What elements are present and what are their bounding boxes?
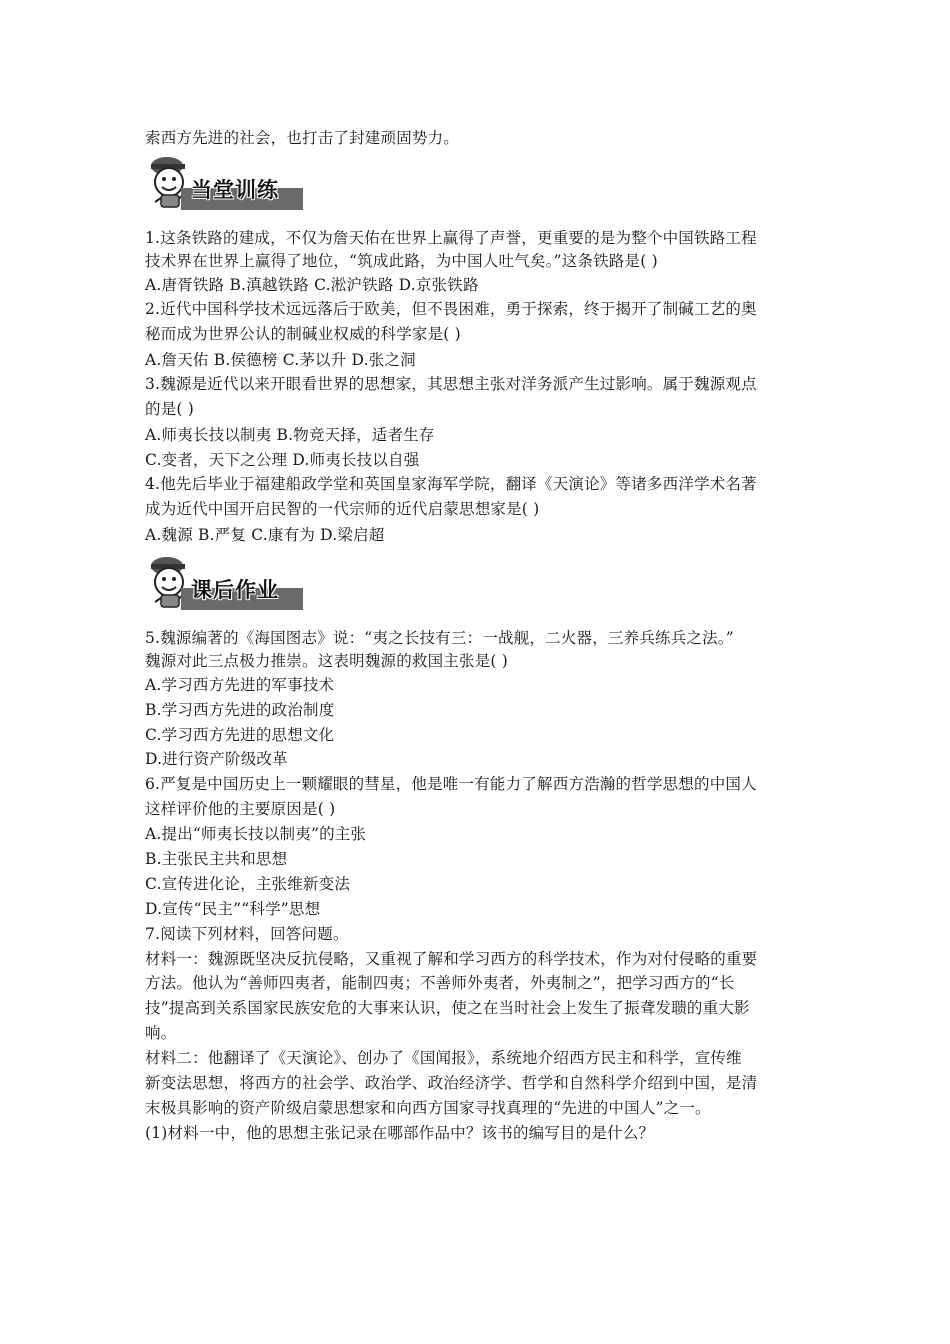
- question-line: 技术界在世界上赢得了地位，“筑成此路，为中国人吐气矣。”这条铁路是( ): [145, 252, 658, 270]
- section-title-practice: 当堂训练: [191, 178, 279, 202]
- question-line: 魏源对此三点极力推崇。这表明魏源的救国主张是( ): [145, 652, 509, 670]
- answer-option: D.进行资产阶级改革: [145, 750, 288, 768]
- question-line: 7.阅读下列材料，回答问题。: [145, 925, 349, 943]
- question-line: 1.这条铁路的建成，不仅为詹天佑在世界上赢得了声誉，更重要的是为整个中国铁路工程: [145, 229, 757, 247]
- material-line: 末极具影响的资产阶级启蒙思想家和向西方国家寻找真理的“先进的中国人”之一。: [145, 1099, 711, 1117]
- question-line: 3.魏源是近代以来开眼看世界的思想家，其思想主张对洋务派产生过影响。属于魏源观点: [145, 375, 757, 393]
- answer-option: D.宣传“民主”“科学”思想: [145, 900, 321, 918]
- answer-option: C.宣传进化论，主张维新变法: [145, 875, 351, 893]
- material-line: 响。: [145, 1024, 177, 1042]
- section-banner-practice: [145, 152, 305, 212]
- answer-option: A.学习西方先进的军事技术: [145, 676, 335, 694]
- question-line: 成为近代中国开启民智的一代宗师的近代启蒙思想家是( ): [145, 500, 540, 518]
- answer-options: A.师夷长技以制夷 B.物竞天择，适者生存: [145, 426, 435, 444]
- answer-option: A.提出“师夷长技以制夷”的主张: [145, 825, 367, 843]
- question-line: 4.他先后毕业于福建船政学堂和英国皇家海军学院，翻译《天演论》等诸多西洋学术名著: [145, 475, 757, 493]
- material-line: 方法。他认为“善师四夷者，能制四夷；不善师外夷者，外夷制之”，把学习西方的“长: [145, 974, 735, 992]
- section-banner-homework: [145, 552, 305, 612]
- section-title-homework: 课后作业: [191, 578, 279, 602]
- answer-option: C.学习西方先进的思想文化: [145, 726, 335, 744]
- answer-option: B.主张民主共和思想: [145, 850, 288, 868]
- sub-question-line: (1)材料一中，他的思想主张记录在哪部作品中？该书的编写目的是什么？: [145, 1124, 655, 1142]
- answer-option: B.学习西方先进的政治制度: [145, 701, 335, 719]
- intro-line: 索西方先进的社会，也打击了封建顽固势力。: [145, 129, 460, 147]
- question-line: 秘而成为世界公认的制碱业权威的科学家是( ): [145, 325, 461, 343]
- answer-options: A.魏源 B.严复 C.康有为 D.梁启超: [145, 526, 385, 544]
- answer-options: A.詹天佑 B.侯德榜 C.茅以升 D.张之洞: [145, 351, 416, 369]
- material-line: 材料二：他翻译了《天演论》、创办了《国闻报》，系统地介绍西方民主和科学，宣传维: [145, 1049, 742, 1067]
- question-line: 的是( ): [145, 400, 195, 418]
- answer-options: C.变者，天下之公理 D.师夷长技以自强: [145, 451, 420, 469]
- question-line: 5.魏源编著的《海国图志》说：“夷之长技有三：一战舰，二火器，三养兵练兵之法。”: [145, 629, 734, 647]
- material-line: 材料一：魏源既坚决反抗侵略，又重视了解和学习西方的科学技术，作为对付侵略的重要: [145, 950, 758, 968]
- material-line: 新变法思想，将西方的社会学、政治学、政治经济学、哲学和自然科学介绍到中国，是清: [145, 1074, 758, 1092]
- answer-options: A.唐胥铁路 B.滇越铁路 C.淞沪铁路 D.京张铁路: [145, 276, 479, 294]
- material-line: 技”提高到关系国家民族安危的大事来认识，使之在当时社会上发生了振聋发聩的重大影: [145, 999, 750, 1017]
- question-line: 6.严复是中国历史上一颗耀眼的彗星，他是唯一有能力了解西方浩瀚的哲学思想的中国人: [145, 775, 757, 793]
- question-line: 2.近代中国科学技术远远落后于欧美，但不畏困难，勇于探索，终于揭开了制碱工艺的奥: [145, 300, 757, 318]
- question-line: 这样评价他的主要原因是( ): [145, 800, 336, 818]
